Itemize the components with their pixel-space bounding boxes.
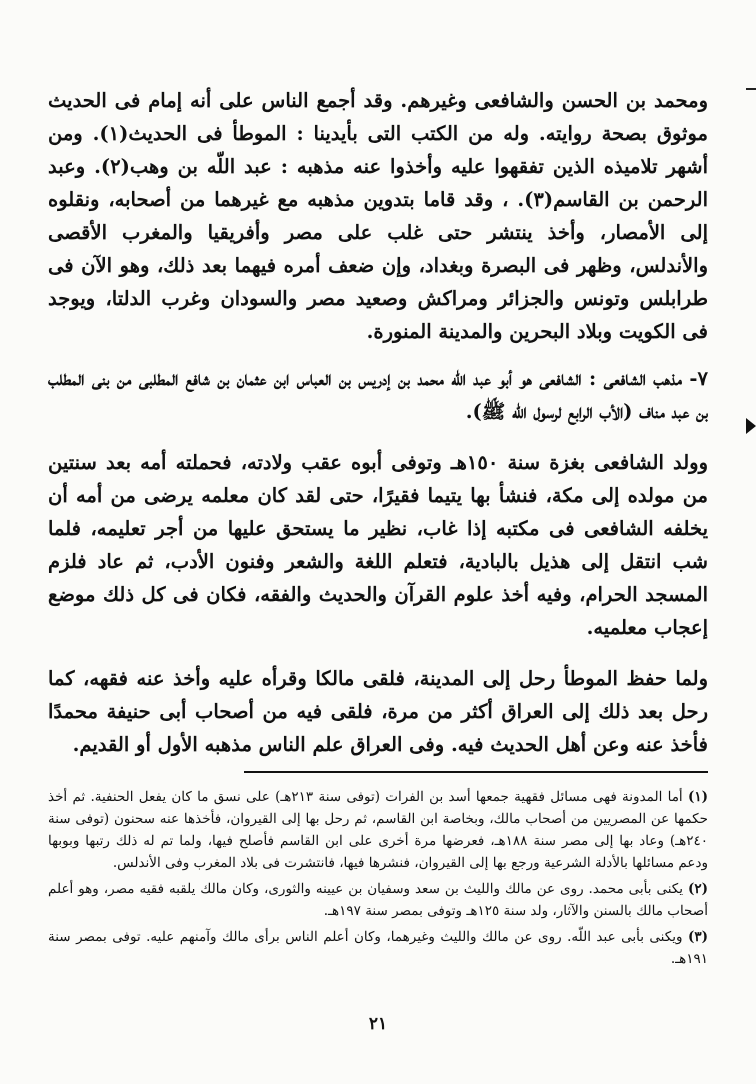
- footnote-separator: [244, 771, 708, 773]
- page-edge-arrow-icon: [746, 418, 756, 434]
- paragraph-shafii-travels: ولما حفظ الموطأ رحل إلى المدينة، فلقى مالكا وقرأه عليه وأخذ عنه فقهه، كما رحل بعد ذلك إلى العراق أكثر من مرة، فلقى فيه من أصحاب أبى حنيفة محمدًا فأخذ عنه وعن أهل الحديث فيه. وفى العراق علم الناس مذهبه الأول أو القديم.: [48, 667, 708, 756]
- footnote-text: أما المدونة فهى مسائل فقهية جمعها أسد بن الفرات (توفى سنة ٢١٣هـ) على نسق ما كان يفعل الحنفية. ثم أخذ حكمها عن المصريين من أصحاب مالك، وبخاصة ابن القاسم، ثم رحل بها إلى القيروان، فأخذها عنه سحنون (توفى سنة ٢٤٠هـ) وعاد بها إلى مصر سنة ١٨٨هـ، فعرضها مرة أخرى على ابن القاسم فأصلح فيها، ولما تم له ذلك رتبها وبوبها ودعم مسائلها بالأدلة الشرعية ورجع بها إلى القيروان، فنشرها فيها، فانتشرت فى بلاد المغرب وفى الأندلس.: [48, 789, 708, 871]
- section-heading-text: الشافعى هو أبو عبد اللّه محمد بن إدريس بن العباس ابن عثمان بن شافع المطلبى من بنى المطلب بن عبد مناف (الأب الرابع لرسول اللّه ﷺ).: [48, 367, 708, 423]
- paragraph-shafii-intro: [48, 362, 708, 428]
- footnote-text: يكنى بأبى محمد. روى عن مالك والليث بن سعد وسفيان بن عيينه والثورى، وكان مالك يلقبه فقيه مصر، وهو أعلم أصحاب مالك بالسنن والآثار، ولد سنة ١٢٥هـ وتوفى بمصر سنة ١٩٧هـ.: [48, 881, 708, 919]
- footnote-item: [48, 926, 708, 970]
- section-heading: ٧- مذهب الشافعى :: [589, 367, 708, 390]
- paragraph-maliki-school: ومحمد بن الحسن والشافعى وغيرهم. وقد أجمع الناس على أنه إمام فى الحديث موثوق بصحة روايته. وله من الكتب التى بأيدينا : الموطأ فى الحديث(١). ومن أشهر تلاميذه الذين تفقهوا عليه وأخذوا عنه مذهبه : عبد اللّه بن وهب(٢). وعبد الرحمن بن القاسم(٣). ، وقد قاما بتدوين مذهبه مع غيرهما من أصحابه، ونقلوه إلى الأمصار، وأخذ ينتشر حتى غلب على مصر وأفريقيا والمغرب الأقصى والأندلس، وظهر فى البصرة وبغداد، وإن ضعف أمره فيهما بعد ذلك، وهو الآن فى طرابلس وتونس والجزائر ومراكش وصعيد مصر والسودان وغرب الدلتا، ويوجد فى الكويت وبلاد البحرين والمدينة المنورة.: [48, 89, 709, 343]
- footnotes: [48, 786, 708, 974]
- paragraph-shafii-birth: وولد الشافعى بغزة سنة ١٥٠هـ وتوفى أبوه عقب ولادته، فحملته أمه بعد سنتين من مولده إلى مكة، فنشأ بها يتيما فقيرًا، حتى لقد كان معلمه يرضى من أمه أن يخلفه الشافعى فى مكتبه إذا غاب، نظير ما يستحق عليها من أجر تعليمه، فلما شب انتقل إلى هذيل بالبادية، فتعلم اللغة والشعر وفنون الأدب، ثم عاد فلزم المسجد الحرام، وفيه أخذ علوم القرآن والحديث والفقه، فكان فى كل ذلك موضع إعجاب معلميه.: [48, 451, 708, 639]
- footnote-item: [48, 878, 708, 922]
- main-text: [48, 84, 708, 761]
- footnote-number: (٢): [687, 881, 708, 897]
- footnote-number: (١): [687, 789, 708, 805]
- scan-edge-mark: [746, 88, 756, 90]
- footnote-number: (٣): [687, 929, 708, 945]
- footnote-text: ويكنى بأبى عبد اللّه. روى عن مالك والليث وغيرهما، وكان أعلم الناس برأى مالك وآمنهم عليه. توفى بمصر سنة ١٩١هـ.: [48, 929, 708, 967]
- footnote-item: [48, 786, 708, 874]
- page-number: ٢١: [368, 1014, 388, 1034]
